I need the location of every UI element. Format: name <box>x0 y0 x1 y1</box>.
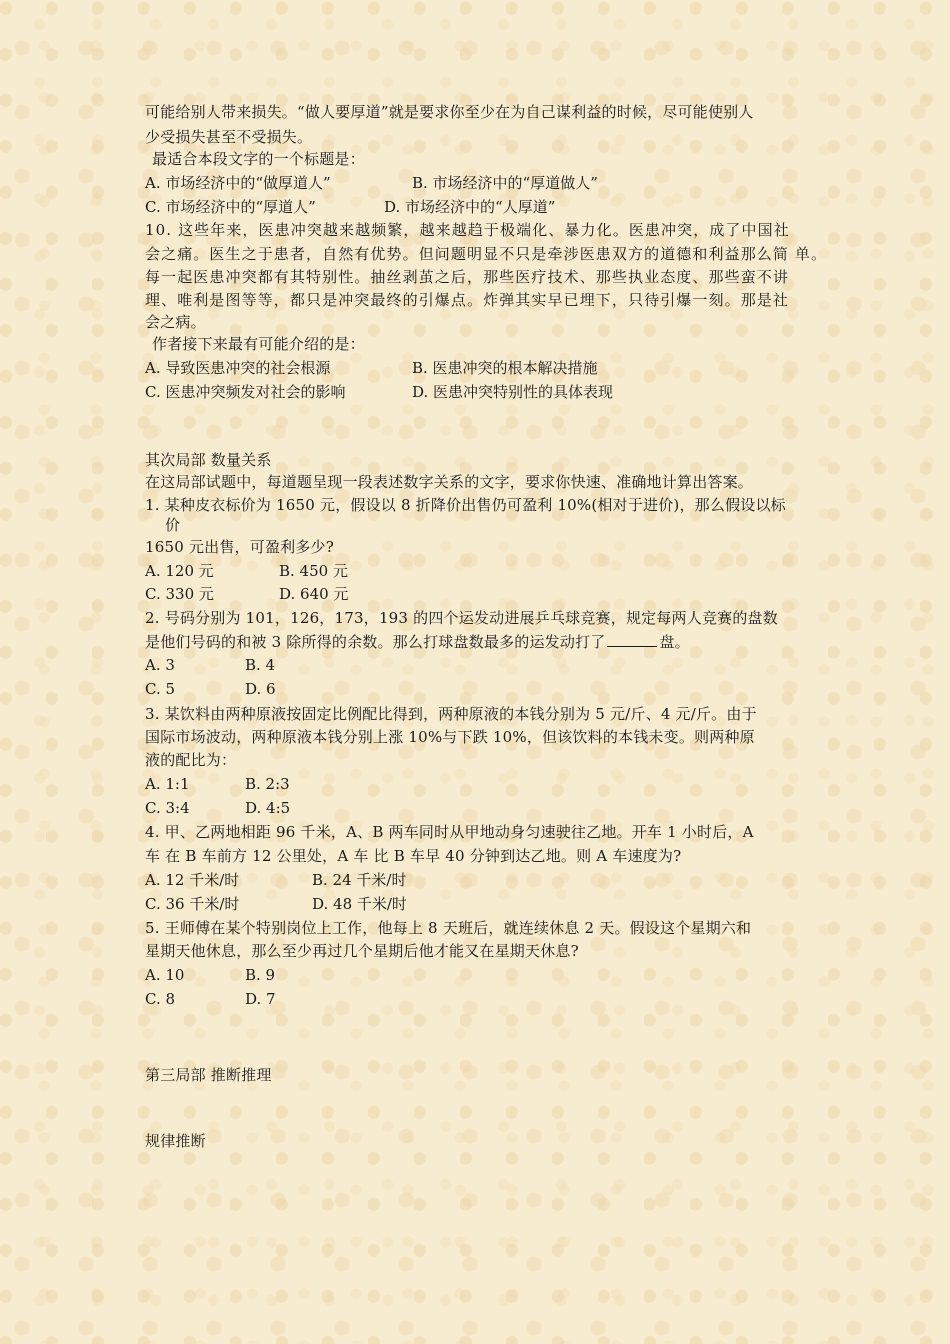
q5-option-b: B. 9 <box>245 966 276 984</box>
passage-10-line-2: 会之痛。医生之于患者，自然有优势。但问题明显不只是牵涉医患双方的道德和利益那么简 单。 <box>145 245 828 263</box>
q3-option-c: C. 3:4 <box>145 799 190 817</box>
q4-option-a: A. 12 千米/时 <box>145 871 240 889</box>
q10-option-d: D. 医患冲突特别性的具体表现 <box>412 383 614 401</box>
q1-line-2: 1650 元出售，可盈利多少? <box>145 538 334 556</box>
q3-line-2: 国际市场波动，两种原液本钱分别上涨 10%与下跌 10%，但该饮料的本钱未变。则两种原 <box>145 728 755 746</box>
passage-9-line-2: 少受损失甚至不受损失。 <box>145 128 313 146</box>
q5-line-1: 5. 王师傅在某个特别岗位上工作，他每上 8 天班后，就连续休息 2 天。假设这个星期六和 <box>145 919 752 937</box>
q3-line-1: 3. 某饮料由两种原液按固定比例配比得到，两种原液的本钱分别为 5 元/斤、4 元/斤。由于 <box>145 705 757 723</box>
passage-10-line-1: 10. 这些年来，医患冲突越来越频繁，越来越趋于极端化、暴力化。医患冲突，成了中国社 <box>145 221 790 239</box>
q5-option-a: A. 10 <box>145 966 185 984</box>
passage-10-line-4: 理、唯利是图等等，都只是冲突最终的引爆点。炸弹其实早已埋下，只待引爆一刻。那是社 <box>145 291 790 309</box>
section-2-heading: 其次局部 数量关系 <box>145 451 272 469</box>
q5-option-d: D. 7 <box>245 990 276 1008</box>
q2-option-d: D. 6 <box>245 680 276 698</box>
q1-option-c: C. 330 元 <box>145 585 214 603</box>
answer-blank <box>607 632 657 647</box>
q3-option-a: A. 1:1 <box>145 775 190 793</box>
q4-option-d: D. 48 千米/时 <box>312 895 407 913</box>
passage-10-line-3: 每一起医患冲突都有其特别性。抽丝剥茧之后，那些医疗技术、那些执业态度、那些蛮不讲 <box>145 268 790 286</box>
passage-10-question: 作者接下来最有可能介绍的是： <box>152 335 365 353</box>
passage-10-line-5: 会之病。 <box>145 313 206 331</box>
q9-option-a: A. 市场经济中的“做厚道人” <box>145 174 331 192</box>
q10-option-a: A. 导致医患冲突的社会根源 <box>145 359 331 377</box>
q9-option-d: D. 市场经济中的“人厚道” <box>384 198 556 216</box>
section-3-subheading: 规律推断 <box>145 1132 206 1150</box>
q2-line-2-text: 是他们号码的和被 3 除所得的余数。那么打球盘数最多的运发动打了 <box>145 633 606 651</box>
q1-line-1: 1. 某种皮衣标价为 1650 元，假设以 8 折降价出售仍可盈利 10%(相对于进价)，那么假设以标 <box>145 496 786 514</box>
section-3-heading: 第三局部 推断推理 <box>145 1066 272 1084</box>
section-2-intro: 在这局部试题中，每道题呈现一段表述数字关系的文字，要求你快速、准确地计算出答案。 <box>145 473 754 491</box>
q2-line-2-tail: 盘。 <box>659 633 690 651</box>
q5-option-c: C. 8 <box>145 990 176 1008</box>
q2-option-b: B. 4 <box>245 656 276 674</box>
q1-option-a: A. 120 元 <box>145 562 214 580</box>
q4-line-2: 车 在 B 车前方 12 公里处，A 车 比 B 车早 40 分钟到达乙地。则 A 车速度为? <box>145 847 682 865</box>
q9-option-b: B. 市场经济中的“厚道做人” <box>412 174 598 192</box>
q5-line-2: 星期天他休息，那么至少再过几个星期后他才能又在星期天休息? <box>145 942 579 960</box>
q10-option-b: B. 医患冲突的根本解决措施 <box>412 359 598 377</box>
q9-option-c: C. 市场经济中的“厚道人” <box>145 198 316 216</box>
q4-option-c: C. 36 千米/时 <box>145 895 240 913</box>
q1-option-d: D. 640 元 <box>279 585 349 603</box>
q2-line-2 <box>145 632 835 651</box>
q2-option-c: C. 5 <box>145 680 176 698</box>
q3-option-d: D. 4:5 <box>245 799 291 817</box>
passage-9-line-1: 可能给别人带来损失。“做人要厚道”就是要求你至少在为自己谋利益的时候，尽可能使别人 <box>145 103 754 121</box>
q4-option-b: B. 24 千米/时 <box>312 871 407 889</box>
q4-line-1: 4. 甲、乙两地相距 96 千米，A、B 两车同时从甲地动身匀速驶往乙地。开车 1 小时后，A <box>145 823 754 841</box>
q3-option-b: B. 2:3 <box>245 775 290 793</box>
q1-line-1b: 价 <box>165 516 181 534</box>
q10-option-c: C. 医患冲突频发对社会的影响 <box>145 383 346 401</box>
q1-option-b: B. 450 元 <box>279 562 348 580</box>
passage-9-question: 最适合本段文字的一个标题是： <box>152 150 365 168</box>
q2-option-a: A. 3 <box>145 656 175 674</box>
q3-line-3: 液的配比为： <box>145 751 237 769</box>
q2-line-1: 2. 号码分别为 101，126，173，193 的四个运发动进展乒乓球竞赛，规定每两人竞赛的盘数 <box>145 609 778 627</box>
